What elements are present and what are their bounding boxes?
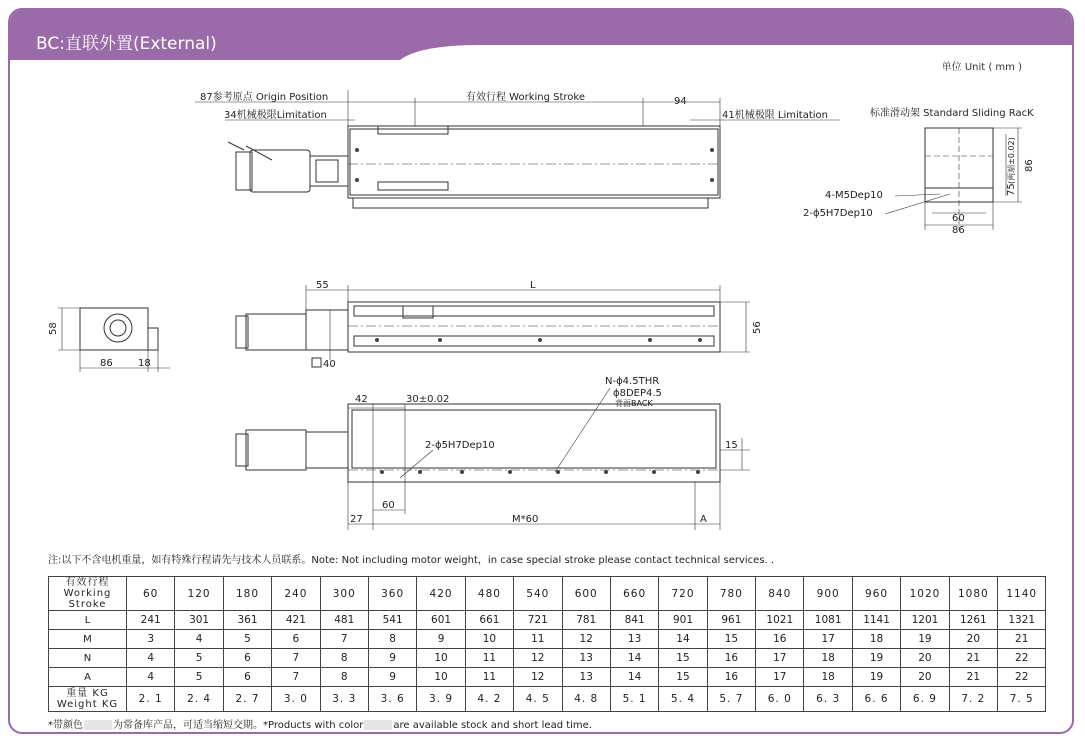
- spec-note: 注:以下不含电机重量，如有特殊行程请先与技术人员联系。Note: Not including motor weight，in case special stroke please contact technical services. .: [48, 555, 775, 566]
- origin-label: 87参考原点 Origin Position: [200, 92, 329, 103]
- table-cell: 1141: [852, 611, 900, 630]
- table-row: [49, 611, 1046, 630]
- table-cell: 11: [465, 668, 513, 687]
- table-cell: 1261: [949, 611, 997, 630]
- table-cell: 20: [901, 668, 949, 687]
- table-cell: 3. 0: [272, 687, 320, 712]
- table-cell: 12: [514, 668, 562, 687]
- table-cell: 5: [175, 668, 223, 687]
- table-cell: 10: [417, 649, 465, 668]
- table-cell: 840: [756, 577, 804, 611]
- row-header-line: Weight KG: [56, 699, 119, 710]
- mounting-holes: [355, 148, 714, 474]
- dim-15: 15: [725, 440, 738, 451]
- stock-footnote: [48, 716, 592, 731]
- table-cell: 6: [223, 668, 271, 687]
- table-cell: 3. 9: [417, 687, 465, 712]
- rack-label: 标准滑动架 Standard Sliding RacK: [870, 108, 1034, 119]
- row-header-line: 有效行程: [65, 577, 110, 588]
- table-cell: 4. 2: [465, 687, 513, 712]
- table-cell: 1021: [756, 611, 804, 630]
- table-cell: 2. 1: [127, 687, 175, 712]
- table-cell: 5: [223, 630, 271, 649]
- table-cell: 17: [804, 630, 852, 649]
- dim-55: 55: [316, 280, 329, 291]
- table-cell: 481: [320, 611, 368, 630]
- dim-56: 56: [752, 321, 763, 334]
- table-cell: 2. 7: [223, 687, 271, 712]
- table-cell: 12: [562, 630, 610, 649]
- table-cell: 20: [949, 630, 997, 649]
- table-cell: 18: [804, 649, 852, 668]
- table-cell: 8: [368, 630, 416, 649]
- table-cell: 17: [756, 668, 804, 687]
- table-cell: 18: [804, 668, 852, 687]
- limit41-label: 41机械极限 Limitation: [722, 110, 828, 121]
- table-cell: 13: [562, 668, 610, 687]
- table-cell: 361: [223, 611, 271, 630]
- table-cell: 7: [272, 649, 320, 668]
- table-cell: 4. 8: [562, 687, 610, 712]
- table-cell: 900: [804, 577, 852, 611]
- page-title: BC:直联外置(External): [36, 34, 217, 54]
- dim-40: 40: [323, 359, 336, 370]
- table-cell: 2. 4: [175, 687, 223, 712]
- table-cell: 1201: [901, 611, 949, 630]
- table-cell: 15: [659, 668, 707, 687]
- table-cell: 16: [707, 668, 755, 687]
- rack-height-75-note: (两端±0.02): [1007, 137, 1016, 184]
- rack-width-60: 60: [952, 213, 965, 224]
- table-cell: 241: [127, 611, 175, 630]
- table-cell: 1080: [949, 577, 997, 611]
- table-cell: 420: [417, 577, 465, 611]
- table-cell: 14: [610, 649, 658, 668]
- table-cell: 721: [514, 611, 562, 630]
- table-cell: 3. 3: [320, 687, 368, 712]
- table-cell: 16: [707, 649, 755, 668]
- table-cell: 661: [465, 611, 513, 630]
- table-cell: 16: [756, 630, 804, 649]
- table-cell: 5. 1: [610, 687, 658, 712]
- table-row: [49, 630, 1046, 649]
- table-cell: 13: [610, 630, 658, 649]
- table-cell: 1081: [804, 611, 852, 630]
- top-view-body: [348, 126, 720, 198]
- table-cell: 6: [223, 649, 271, 668]
- table-cell: 781: [562, 611, 610, 630]
- table-cell: 720: [659, 577, 707, 611]
- dim-30: 30±0.02: [406, 394, 450, 405]
- table-cell: 301: [175, 611, 223, 630]
- row-header: [49, 687, 127, 712]
- table-row: [49, 577, 1046, 611]
- table-cell: 4: [127, 649, 175, 668]
- dim-60: 60: [382, 500, 395, 511]
- table-cell: 7. 2: [949, 687, 997, 712]
- table-cell: 3. 6: [368, 687, 416, 712]
- table-cell: 7. 5: [998, 687, 1046, 712]
- spec-table: [48, 576, 1046, 712]
- row-header: [49, 668, 127, 687]
- table-cell: 421: [272, 611, 320, 630]
- footnote-part2: 为常备库产品，可适当缩短交期。*Products with color: [113, 720, 364, 731]
- stock-color-swatch-en: [364, 720, 392, 730]
- table-cell: 9: [417, 630, 465, 649]
- m5-label: 4-M5Dep10: [825, 190, 883, 201]
- table-cell: 21: [998, 630, 1046, 649]
- table-cell: 6. 3: [804, 687, 852, 712]
- table-cell: 120: [175, 577, 223, 611]
- table-cell: 6. 9: [901, 687, 949, 712]
- back-label: 背面BACK: [615, 399, 653, 408]
- table-cell: 13: [562, 649, 610, 668]
- rack-height-75: 75: [1006, 183, 1017, 196]
- table-cell: 360: [368, 577, 416, 611]
- table-row: [49, 668, 1046, 687]
- rack-height-86: 86: [1024, 159, 1035, 172]
- dim-L: L: [530, 280, 536, 291]
- table-cell: 10: [465, 630, 513, 649]
- table-cell: 541: [368, 611, 416, 630]
- table-cell: 1140: [998, 577, 1046, 611]
- row-header-line: M: [83, 633, 92, 645]
- table-row: [49, 687, 1046, 712]
- table-cell: 901: [659, 611, 707, 630]
- pin2-label: 2-ϕ5H7Dep10: [425, 440, 495, 451]
- row-header-line: 重量 KG: [66, 688, 109, 699]
- row-header-line: A: [84, 671, 91, 683]
- table-cell: 4. 5: [514, 687, 562, 712]
- table-cell: 19: [852, 649, 900, 668]
- table-cell: 960: [852, 577, 900, 611]
- row-header: [49, 577, 127, 611]
- table-cell: 17: [756, 649, 804, 668]
- dim-M60: M*60: [512, 514, 539, 525]
- table-cell: 12: [514, 649, 562, 668]
- side-view-body: [348, 302, 720, 352]
- table-cell: 11: [514, 630, 562, 649]
- unit-label: 单位 Unit ( mm ): [941, 62, 1022, 73]
- dim-27: 27: [350, 514, 363, 525]
- table-cell: 21: [949, 668, 997, 687]
- table-cell: 180: [223, 577, 271, 611]
- table-cell: 9: [368, 668, 416, 687]
- table-cell: 21: [949, 649, 997, 668]
- table-cell: 14: [610, 668, 658, 687]
- table-cell: 540: [514, 577, 562, 611]
- row-header: [49, 649, 127, 668]
- table-cell: 7: [320, 630, 368, 649]
- table-cell: 480: [465, 577, 513, 611]
- end-width-18: 18: [138, 358, 151, 369]
- table-cell: 300: [320, 577, 368, 611]
- table-cell: 841: [610, 611, 658, 630]
- row-header-line: Working Stroke: [63, 588, 112, 610]
- table-cell: 4: [127, 668, 175, 687]
- thr-label: N-ϕ4.5THR: [605, 376, 660, 387]
- table-cell: 600: [562, 577, 610, 611]
- table-cell: 15: [659, 649, 707, 668]
- table-cell: 5. 7: [707, 687, 755, 712]
- table-cell: 8: [320, 649, 368, 668]
- end-width-86: 86: [100, 358, 113, 369]
- rack-width-86: 86: [952, 225, 965, 236]
- table-cell: 1321: [998, 611, 1046, 630]
- row-header-line: N: [83, 652, 92, 664]
- dim-42: 42: [355, 394, 368, 405]
- table-cell: 3: [127, 630, 175, 649]
- table-cell: 9: [368, 649, 416, 668]
- table-cell: 60: [127, 577, 175, 611]
- table-cell: 18: [852, 630, 900, 649]
- table-cell: 14: [659, 630, 707, 649]
- table-cell: 15: [707, 630, 755, 649]
- table-cell: 961: [707, 611, 755, 630]
- stock-color-swatch: [84, 720, 112, 730]
- technical-drawing: [10, 10, 1074, 550]
- table-cell: 5. 4: [659, 687, 707, 712]
- table-cell: 22: [998, 649, 1046, 668]
- table-cell: 6. 0: [756, 687, 804, 712]
- row-header-line: L: [84, 614, 91, 626]
- dim-58: 58: [48, 322, 59, 335]
- row-header: [49, 611, 127, 630]
- stroke-label: 有效行程 Working Stroke: [466, 92, 586, 103]
- page-frame: [8, 8, 1074, 734]
- dim-94: 94: [674, 96, 687, 107]
- table-row: [49, 649, 1046, 668]
- table-cell: 1020: [901, 577, 949, 611]
- table-cell: 601: [417, 611, 465, 630]
- dim-A: A: [700, 514, 707, 525]
- pin-label: 2-ϕ5H7Dep10: [803, 208, 873, 219]
- table-cell: 240: [272, 577, 320, 611]
- dep-label: ϕ8DEP4.5: [613, 388, 662, 399]
- table-cell: 4: [175, 630, 223, 649]
- table-cell: 19: [901, 630, 949, 649]
- table-cell: 11: [465, 649, 513, 668]
- table-cell: 8: [320, 668, 368, 687]
- table-cell: 6: [272, 630, 320, 649]
- table-cell: 780: [707, 577, 755, 611]
- footnote-part3: are available stock and short lead time.: [393, 720, 592, 731]
- table-cell: 660: [610, 577, 658, 611]
- table-cell: 20: [901, 649, 949, 668]
- row-header: [49, 630, 127, 649]
- footnote-part1: *带颜色: [48, 720, 83, 731]
- table-cell: 22: [998, 668, 1046, 687]
- table-cell: 19: [852, 668, 900, 687]
- table-cell: 10: [417, 668, 465, 687]
- table-cell: 7: [272, 668, 320, 687]
- table-cell: 6. 6: [852, 687, 900, 712]
- table-cell: 5: [175, 649, 223, 668]
- limit34-label: 34机械极限Limitation: [224, 110, 327, 121]
